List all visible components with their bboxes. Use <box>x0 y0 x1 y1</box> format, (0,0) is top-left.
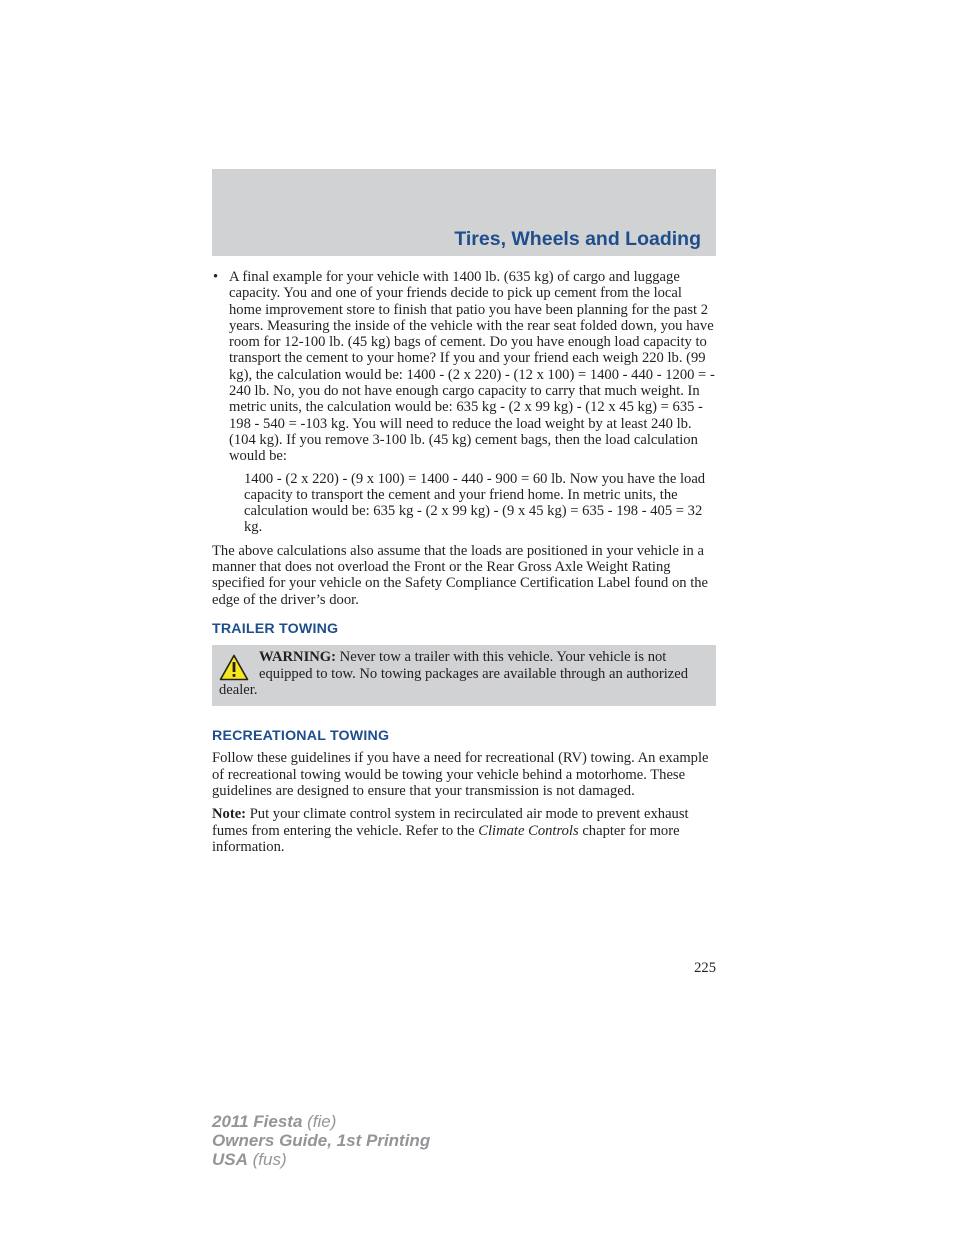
page-content <box>212 269 716 855</box>
footer-model-code: (fie) <box>302 1112 337 1131</box>
warning-label: WARNING: <box>259 649 337 666</box>
footer-line-model <box>212 1112 430 1131</box>
footer <box>212 1112 430 1169</box>
trailer-towing-heading: TRAILER TOWING <box>212 620 339 637</box>
bullet-sub-paragraph: 1400 - (2 x 220) - (9 x 100) = 1400 - 440 - 900 = 60 lb. Now you have the load capacity to transport the cement and your friend home. In metric units, the calculation would be: 635 kg - (2 x 99 kg) - (9 x 45 kg) = 635 - 198 - 405 = 32 kg. <box>244 470 706 536</box>
note-text: Put your climate control system in recirculated air mode to prevent exhaust fumes from entering the vehicle. Refer to the <box>212 806 689 839</box>
page-number: 225 <box>694 960 716 976</box>
warning-text: Never tow a trailer with this vehicle. Your vehicle is not equipped to tow. No towing packages are available through an authorized dealer. <box>219 649 689 698</box>
assumption-paragraph: The above calculations also assume that the loads are positioned in your vehicle in a manner that does not overload the Front or the Rear Gross Axle Weight Rating specified for your vehicle on the Safety Compliance Certification Label found on the edge of the driver’s door. <box>212 542 709 608</box>
note-text-end: chapter for more information. <box>212 822 680 855</box>
bullet-item <box>212 269 716 536</box>
recreational-towing-heading: RECREATIONAL TOWING <box>212 728 390 745</box>
note-label: Note: <box>212 806 247 823</box>
note-paragraph <box>212 806 716 855</box>
warning-box <box>212 645 716 706</box>
climate-controls-reference: Climate Controls <box>478 822 579 839</box>
bullet-mark: • <box>213 269 219 285</box>
warning-triangle-icon <box>219 654 249 681</box>
section-title: Tires, Wheels and Loading <box>454 228 701 250</box>
recreational-towing-paragraph: Follow these guidelines if you have a need for recreational (RV) towing. An example of recreational towing would be towing your vehicle behind a motorhome. These guidelines are designed to ensure that your transmission is not damaged. <box>212 750 709 800</box>
footer-line-market <box>212 1150 430 1169</box>
header-band <box>212 169 716 256</box>
footer-market-code: (fus) <box>247 1150 287 1169</box>
footer-line-guide: Owners Guide, 1st Printing <box>212 1131 431 1150</box>
bullet-text: A final example for your vehicle with 1400 lb. (635 kg) of cargo and luggage capacity. You and one of your friends decide to pick up cement from the local home improvement store to finish that patio you have been planning for the past 2 years. Measuring the inside of the vehicle with the rear seat folded down, you have room for 12-100 lb. (45 kg) bags of cement. Do you have enough load capacity to transport the cement to your home? If you and your friend each weigh 220 lb. (99 kg), the calculation would be: 1400 - (2 x 220) - (12 x 100) = 1400 - 440 - 1200 = - 240 lb. No, you do not have enough cargo capacity to carry that much weight. In metric units, the calculation would be: 635 kg - (2 x 99 kg) - (12 x 45 kg) = 635 - 198 - 540 = -103 kg. You will need to reduce the load weight by at least 240 lb. (104 kg). If you remove 3-100 lb. (45 kg) cement bags, then the load calculation would be: <box>229 269 715 465</box>
footer-model: 2011 Fiesta <box>212 1112 303 1131</box>
footer-market: USA <box>212 1150 248 1169</box>
